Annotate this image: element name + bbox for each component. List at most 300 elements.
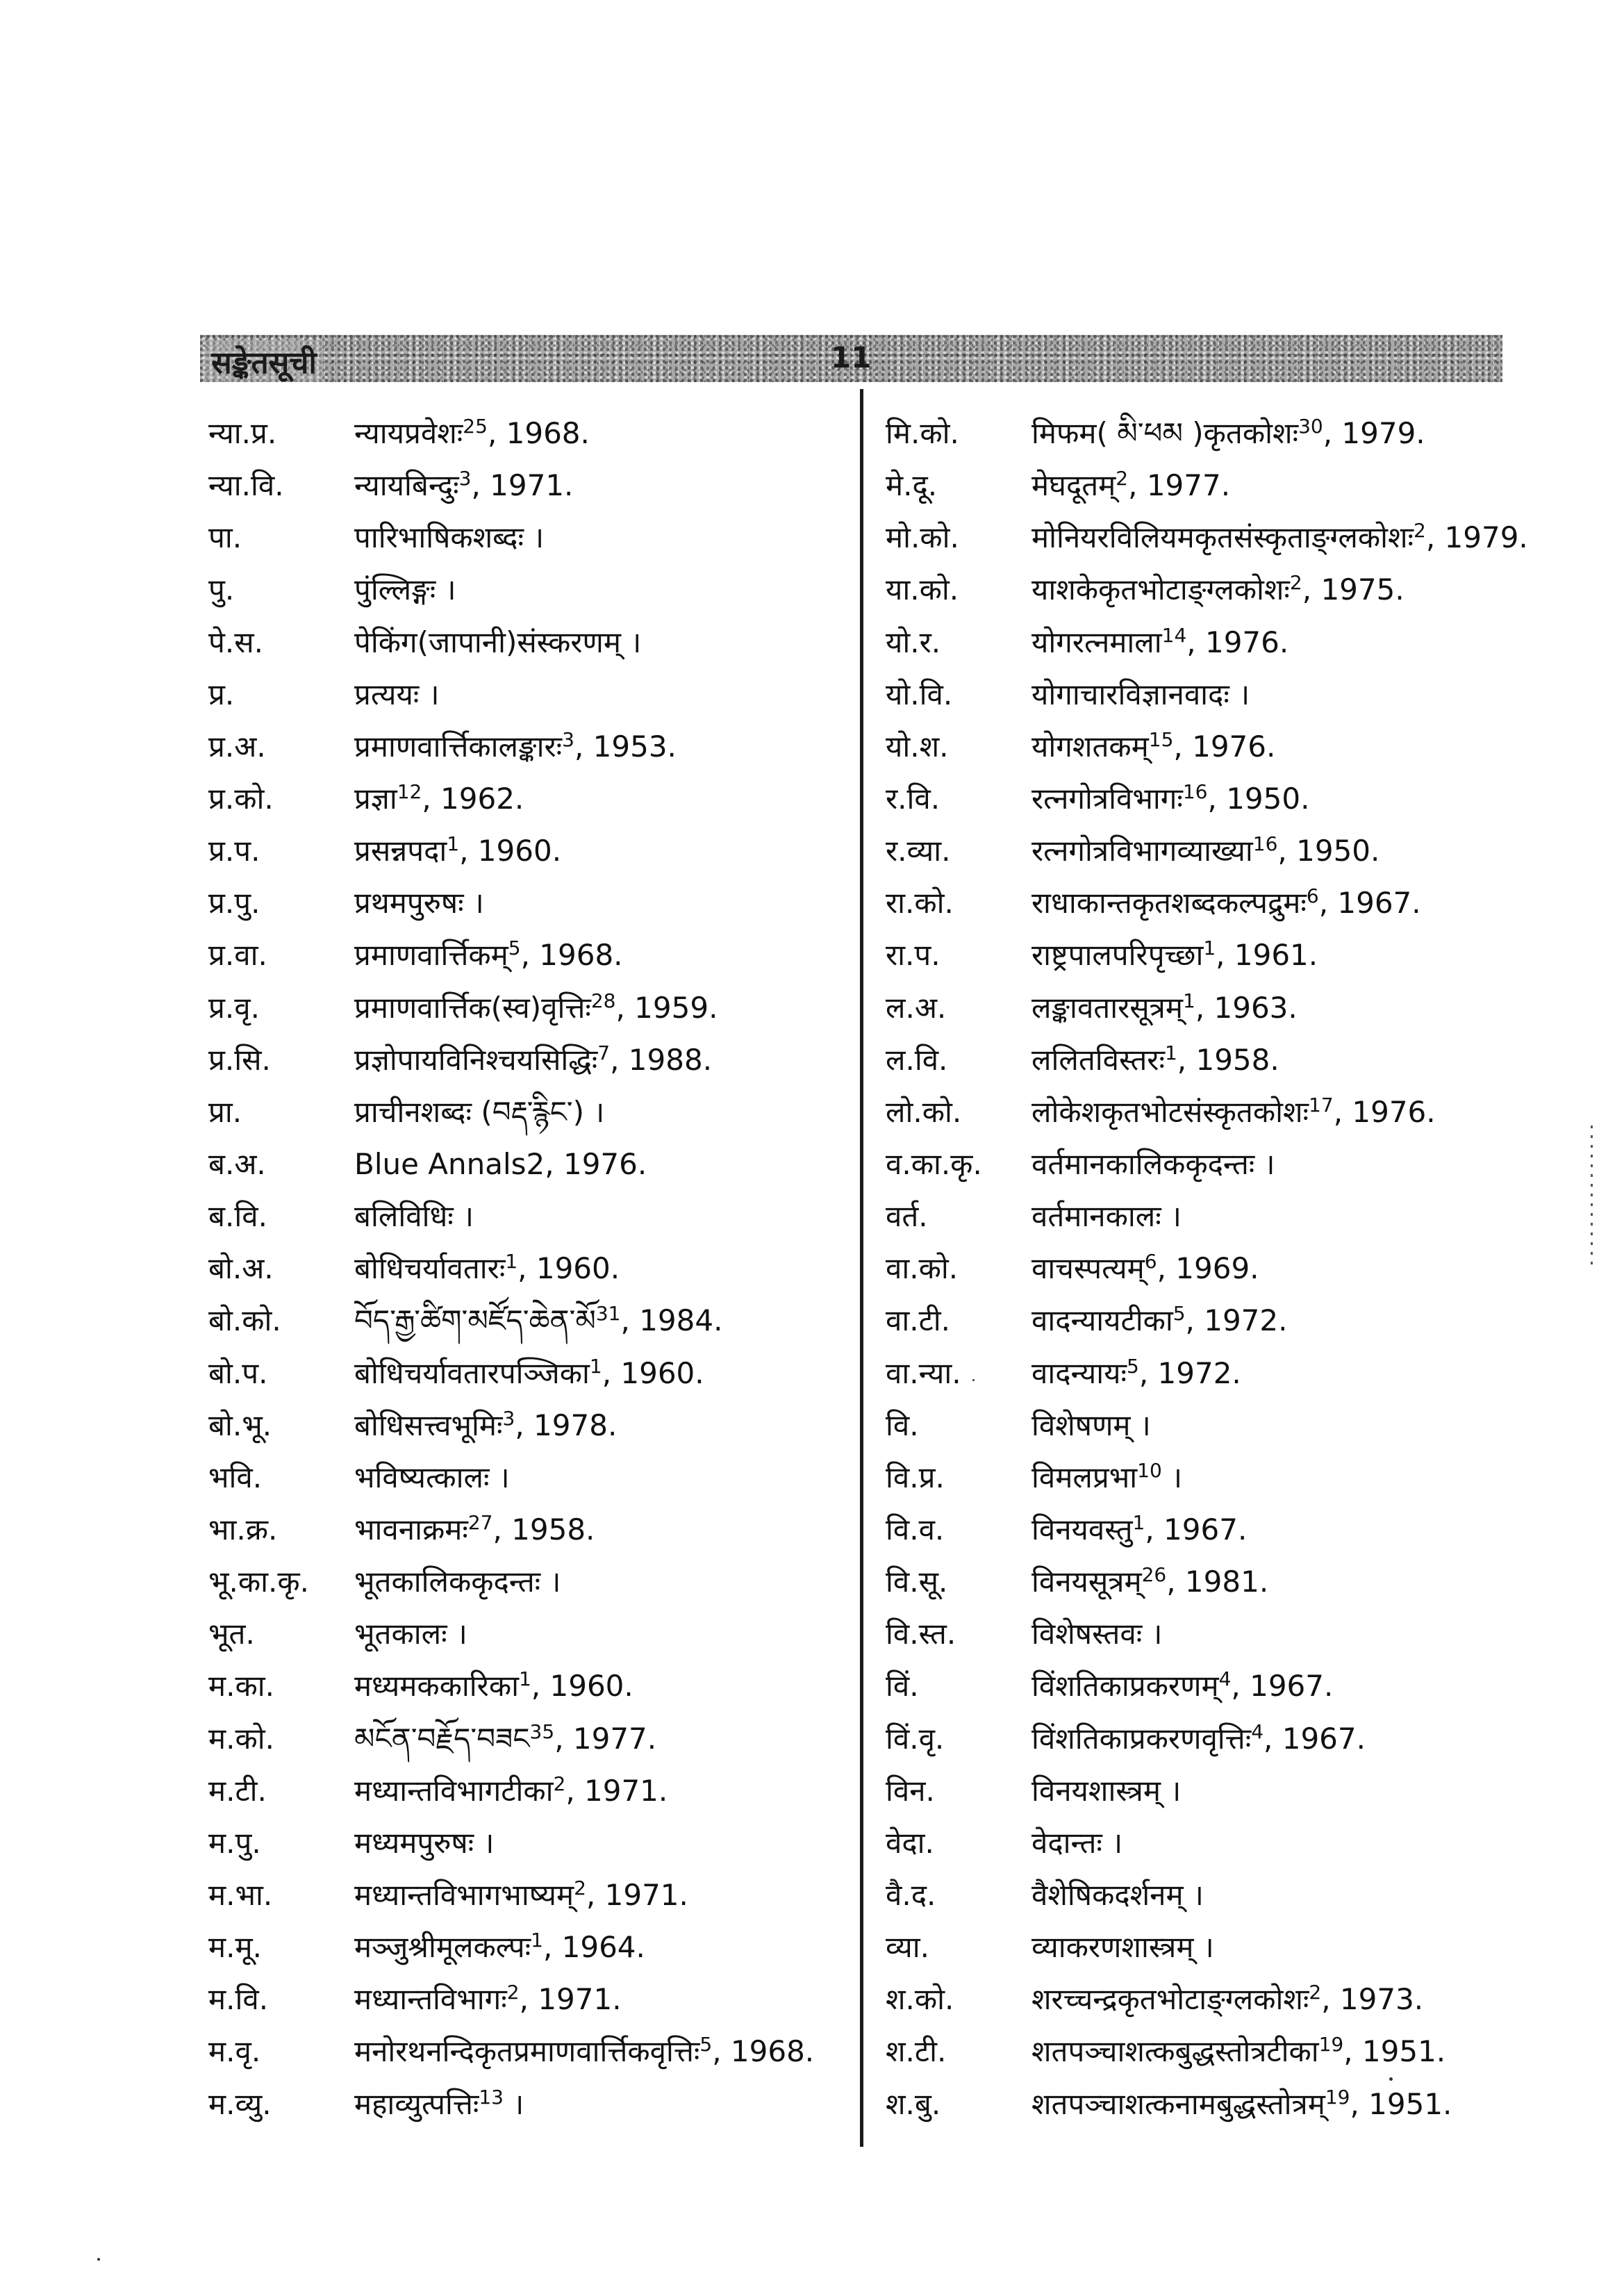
margin-dot-line (1591, 1126, 1593, 1264)
entry-superscript: 5 (699, 2033, 713, 2056)
entry-abbreviation: म.व्यु. (208, 2086, 272, 2121)
entry-text: न्यायप्रवेशः (354, 416, 463, 450)
entry-superscript: 1 (589, 1354, 602, 1378)
right-column-entry (886, 777, 1546, 821)
entry-expansion (354, 725, 844, 769)
left-column-entry (208, 2029, 844, 2074)
entry-abbreviation: वि.व. (886, 1512, 945, 1547)
left-column-entry (208, 620, 844, 665)
entry-abbreviation: म.का. (208, 1669, 274, 1704)
entry-text: योगाचारविज्ञानवादः । (1031, 677, 1250, 711)
entry-text: भूतकालिककृदन्तः । (354, 1565, 561, 1599)
entry-abbreviation: वा.को. (886, 1251, 959, 1286)
entry-superscript: 14 (1161, 623, 1187, 647)
entry-text: विमलप्रभा (1031, 1460, 1138, 1494)
entry-abbreviation: वेदा. (886, 1825, 934, 1860)
entry-superscript: 1 (531, 1929, 543, 1952)
entry-tail: , 1967. (1263, 1721, 1366, 1756)
entry-superscript: 16 (1182, 780, 1208, 803)
entry-tail: , 1971. (586, 1877, 688, 1912)
entry-abbreviation: म.वृ. (208, 2034, 261, 2069)
entry-text: रत्नगोत्रविभागव्याख्या (1031, 834, 1253, 868)
entry-text: बोधिचर्यावतारः (354, 1251, 506, 1286)
entry-expansion (1031, 1560, 1546, 1604)
entry-abbreviation: विं. (886, 1669, 919, 1704)
entry-expansion (354, 933, 844, 978)
entry-abbreviation: भू.का.कृ. (208, 1565, 309, 1599)
left-column-entry (208, 673, 844, 717)
entry-text: वेदान्तः । (1031, 1825, 1123, 1860)
entry-text: शरच्चन्द्रकृतभोटाङ्ग्लकोशः (1031, 1982, 1309, 2017)
left-column-entry (208, 568, 844, 612)
entry-abbreviation: प्र.पु. (208, 886, 260, 921)
entry-text: बलिविधिः । (354, 1199, 474, 1234)
left-column-entry (208, 1821, 844, 1865)
entry-expansion (354, 1717, 844, 1761)
entry-text: लङ्कावतारसूत्रम् (1031, 990, 1183, 1025)
right-column-entry (886, 463, 1546, 508)
right-column-entry (886, 673, 1546, 717)
left-column-entry (208, 2082, 844, 2127)
entry-tail: , 1976. (1173, 729, 1276, 764)
entry-expansion (1031, 829, 1546, 873)
right-column-entry (886, 1298, 1546, 1343)
entry-superscript: 5 (1127, 1354, 1139, 1378)
entry-text: वैशेषिकदर्शनम् । (1031, 1877, 1204, 1912)
entry-text: प्रत्ययः । (354, 677, 440, 711)
entry-abbreviation: वा.टी. (886, 1303, 950, 1338)
left-column-entry (208, 1977, 844, 2022)
entry-tail: , 1958. (492, 1512, 595, 1547)
entry-text: བོད་རྒྱ་ཚིག་མཛོད་ཆེན་མོ (354, 1303, 596, 1338)
entry-superscript: 6 (1306, 884, 1319, 908)
entry-tail: , 1964. (542, 1930, 645, 1965)
entry-expansion (354, 1456, 844, 1500)
entry-text: वर्तमानकालः । (1031, 1199, 1182, 1234)
entry-expansion (1031, 620, 1546, 665)
left-column-entry (208, 1351, 844, 1396)
entry-text: महाव्युत्पत्तिः (354, 2086, 479, 2121)
entry-text: मिफम( མི་ཕམ )कृतकोशः (1031, 416, 1299, 450)
entry-superscript: 35 (529, 1720, 555, 1743)
entry-text: रत्नगोत्रविभागः (1031, 781, 1183, 816)
entry-superscript: 26 (1141, 1563, 1167, 1587)
entry-tail: , 1959. (615, 990, 718, 1025)
scan-speck (972, 1379, 975, 1381)
entry-abbreviation: वा.न्या. (886, 1355, 961, 1390)
entry-superscript: 19 (1318, 2033, 1344, 2056)
right-column-entry (886, 516, 1546, 560)
entry-tail: , 1977. (1128, 468, 1231, 503)
entry-text: भविष्यत्कालः । (354, 1460, 510, 1494)
page-number: 11 (831, 340, 872, 374)
right-column-entry (886, 1456, 1546, 1500)
entry-tail: , 1971. (519, 1982, 622, 2017)
entry-abbreviation: श.बु. (886, 2086, 941, 2121)
entry-abbreviation: प्र.को. (208, 781, 274, 816)
entry-superscript: 15 (1148, 727, 1174, 751)
entry-text: भूतकालः । (354, 1617, 467, 1651)
entry-abbreviation: ब.वि. (208, 1199, 267, 1234)
left-column-entry (208, 986, 844, 1030)
right-column-entry (886, 1403, 1546, 1448)
entry-tail: , 1968. (712, 2034, 815, 2069)
entry-text: शतपञ्चाशत्कबुद्धस्तोत्रटीका (1031, 2034, 1319, 2069)
entry-abbreviation: व.का.कृ. (886, 1146, 982, 1181)
entry-tail: , 1977. (554, 1721, 657, 1756)
entry-superscript: 30 (1298, 415, 1323, 438)
entry-abbreviation: या.को. (886, 572, 959, 607)
entry-expansion (354, 1873, 844, 1918)
entry-abbreviation: न्या.वि. (208, 468, 284, 503)
entry-expansion (354, 1977, 844, 2022)
entry-abbreviation: म.टी. (208, 1773, 267, 1808)
entry-text: विंशतिकाप्रकरणम् (1031, 1669, 1219, 1704)
right-column-entry (886, 725, 1546, 769)
entry-text: Blue Annals2 (354, 1146, 545, 1181)
entry-text: प्रथमपुरुषः । (354, 886, 484, 921)
entry-expansion (1031, 1873, 1546, 1918)
entry-abbreviation: पु. (208, 572, 235, 607)
entry-abbreviation: श.टी. (886, 2034, 947, 2069)
entry-tail: । (503, 2086, 524, 2121)
entry-tail: , 1961. (1216, 938, 1318, 973)
entry-expansion (354, 2082, 844, 2127)
entry-superscript: 2 (1309, 1981, 1322, 2004)
entry-expansion (354, 1351, 844, 1396)
left-column-entry (208, 411, 844, 456)
entry-expansion (1031, 1821, 1546, 1865)
entry-abbreviation: भा.क्र. (208, 1512, 278, 1547)
entry-tail: । (1161, 1460, 1183, 1494)
entry-text: प्रज्ञा (354, 781, 397, 816)
entry-expansion (1031, 1246, 1546, 1291)
entry-abbreviation: म.भा. (208, 1877, 273, 1912)
entry-superscript: 2 (1414, 519, 1426, 543)
entry-expansion (1031, 1456, 1546, 1500)
entry-abbreviation: भवि. (208, 1460, 263, 1494)
entry-abbreviation: न्या.प्र. (208, 416, 277, 450)
entry-superscript: 25 (463, 415, 488, 438)
left-column-entry (208, 1456, 844, 1500)
entry-tail: , 1981. (1166, 1565, 1269, 1599)
entry-text: प्रसन्नपदा (354, 834, 447, 868)
entry-tail: , 1969. (1157, 1251, 1259, 1286)
right-column-entry (886, 411, 1546, 456)
entry-text: न्यायबिन्दुः (354, 468, 459, 503)
entry-expansion (354, 411, 844, 456)
entry-text: विनयसूत्रम् (1031, 1565, 1142, 1599)
entry-expansion (1031, 1508, 1546, 1552)
entry-text: वादन्यायटीका (1031, 1303, 1173, 1338)
entry-expansion (1031, 1038, 1546, 1082)
right-column-entry (886, 2029, 1546, 2074)
entry-expansion (1031, 1298, 1546, 1343)
entry-tail: , 1972. (1138, 1355, 1241, 1390)
entry-superscript: 4 (1251, 1720, 1264, 1743)
left-column-entry (208, 1090, 844, 1135)
right-column-entry (886, 1769, 1546, 1813)
entry-expansion (1031, 1090, 1546, 1135)
entry-tail: , 1984. (620, 1303, 723, 1338)
entry-expansion (1031, 1769, 1546, 1813)
entry-superscript: 3 (502, 1406, 515, 1430)
entry-abbreviation: मे.दू. (886, 468, 938, 503)
entry-text: भावनाक्रमः (354, 1512, 468, 1547)
left-column-entry (208, 933, 844, 978)
entry-expansion (1031, 881, 1546, 925)
right-column-entry (886, 1142, 1546, 1187)
section-title: सङ्केतसूची (206, 340, 322, 382)
entry-text: མངོན་བརྗོད་བཟང (354, 1721, 530, 1756)
entry-tail: , 1951. (1343, 2034, 1446, 2069)
entry-text: बोधिसत्त्वभूमिः (354, 1408, 503, 1442)
entry-text: मध्यमककारिका (354, 1669, 519, 1704)
entry-expansion (354, 1560, 844, 1604)
entry-expansion (354, 777, 844, 821)
entry-expansion (1031, 725, 1546, 769)
entry-tail: , 1979. (1425, 520, 1528, 555)
entry-expansion (354, 1142, 844, 1187)
entry-expansion (354, 829, 844, 873)
entry-text: विनयशास्त्रम् । (1031, 1773, 1182, 1808)
entry-abbreviation: प्र.सि. (208, 1042, 271, 1077)
entry-abbreviation: वर्त. (886, 1199, 928, 1234)
entry-expansion (1031, 568, 1546, 612)
entry-expansion (1031, 1664, 1546, 1708)
left-column-entry (208, 1925, 844, 1970)
entry-abbreviation: पा. (208, 520, 242, 555)
entry-expansion (354, 1090, 844, 1135)
entry-text: मेघदूतम् (1031, 468, 1116, 503)
right-column-entry (886, 881, 1546, 925)
entry-expansion (1031, 1194, 1546, 1239)
entry-text: मध्यान्तविभागः (354, 1982, 507, 2017)
left-column-entry (208, 1769, 844, 1813)
left-column-entry (208, 463, 844, 508)
entry-expansion (354, 1821, 844, 1865)
scan-speck (97, 2258, 100, 2261)
entry-tail: , 1950. (1277, 834, 1380, 868)
entry-abbreviation: मो.को. (886, 520, 959, 555)
right-column-entry (886, 933, 1546, 978)
entry-expansion (354, 1508, 844, 1552)
entry-expansion (1031, 1142, 1546, 1187)
entry-tail: , 1963. (1195, 990, 1298, 1025)
left-column-entry (208, 1873, 844, 1918)
right-column (886, 411, 1546, 2134)
entry-superscript: 5 (1173, 1302, 1186, 1326)
entry-superscript: 1 (505, 1250, 518, 1273)
entry-abbreviation: पे.स. (208, 625, 263, 659)
left-column-entry (208, 777, 844, 821)
entry-expansion (354, 516, 844, 560)
right-column-entry (886, 1612, 1546, 1656)
left-column-entry (208, 1717, 844, 1761)
entry-superscript: 1 (1203, 937, 1216, 960)
entry-expansion (1031, 1925, 1546, 1970)
left-column-entry (208, 1508, 844, 1552)
entry-superscript: 31 (595, 1302, 621, 1326)
right-column-entry (886, 1508, 1546, 1552)
entry-superscript: 1 (1164, 1041, 1177, 1064)
entry-text: शतपञ्चाशत्कनामबुद्धस्तोत्रम् (1031, 2086, 1325, 2121)
entry-abbreviation: मि.को. (886, 416, 959, 450)
entry-tail: , 1971. (565, 1773, 668, 1808)
entry-abbreviation: श.को. (886, 1982, 954, 2017)
entry-abbreviation: व्या. (886, 1930, 929, 1965)
entry-expansion (354, 1769, 844, 1813)
entry-abbreviation: ब.अ. (208, 1146, 266, 1181)
entry-text: वादन्यायः (1031, 1355, 1127, 1390)
entry-superscript: 1 (447, 832, 460, 856)
entry-superscript: 5 (508, 937, 521, 960)
entry-superscript: 10 (1137, 1458, 1162, 1482)
entry-tail: , 1953. (574, 729, 677, 764)
entry-tail: , 1973. (1321, 1982, 1424, 2017)
entry-abbreviation: बो.अ. (208, 1251, 274, 1286)
entry-superscript: 2 (553, 1772, 566, 1795)
entry-text: ललितविस्तरः (1031, 1042, 1165, 1077)
entry-text: मोनियरविलियमकृतसंस्कृताङ्ग्लकोशः (1031, 520, 1414, 555)
left-column-entry (208, 1664, 844, 1708)
entry-text: प्राचीनशब्दः (བརྡ་རྙིང་) । (354, 1094, 605, 1129)
entry-abbreviation: प्र.अ. (208, 729, 266, 764)
entry-tail: , 1968. (487, 416, 590, 450)
right-column-entry (886, 1351, 1546, 1396)
right-column-entry (886, 1664, 1546, 1708)
entry-expansion (1031, 673, 1546, 717)
entry-tail: , 1972. (1185, 1303, 1288, 1338)
entry-text: विंशतिकाप्रकरणवृत्तिः (1031, 1721, 1252, 1756)
entry-abbreviation: यो.श. (886, 729, 949, 764)
entry-abbreviation: यो.र. (886, 625, 941, 659)
entry-abbreviation: प्र.वा. (208, 938, 267, 973)
entry-text: राष्ट्रपालपरिपृच्छा (1031, 938, 1204, 973)
entry-superscript: 2 (574, 1876, 586, 1899)
entry-text: योगरत्नमाला (1031, 625, 1162, 659)
entry-text: वाचस्पत्यम् (1031, 1251, 1145, 1286)
entry-expansion (354, 1246, 844, 1291)
entry-tail: , 1962. (422, 781, 524, 816)
entry-tail: , 1951. (1350, 2086, 1452, 2121)
right-column-entry (886, 1873, 1546, 1918)
entry-superscript: 13 (479, 2085, 504, 2109)
entry-tail: , 1988. (610, 1042, 713, 1077)
section-header-band (200, 335, 1502, 382)
entry-expansion (354, 568, 844, 612)
entry-expansion (354, 1194, 844, 1239)
entry-superscript: 2 (1289, 571, 1302, 595)
entry-expansion (354, 986, 844, 1030)
right-column-entry (886, 1246, 1546, 1291)
entry-expansion (354, 1612, 844, 1656)
entry-expansion (354, 1664, 844, 1708)
entry-abbreviation: ल.वि. (886, 1042, 948, 1077)
entry-abbreviation: प्र.प. (208, 834, 260, 868)
entry-abbreviation: प्र.वृ. (208, 990, 260, 1025)
entry-abbreviation: र.वि. (886, 781, 941, 816)
entry-superscript: 2 (506, 1981, 520, 2004)
right-column-entry (886, 1925, 1546, 1970)
entry-abbreviation: लो.को. (886, 1094, 962, 1129)
entry-text: बोधिचर्यावतारपञ्जिका (354, 1355, 590, 1390)
left-column-entry (208, 829, 844, 873)
entry-abbreviation: वि. (886, 1408, 919, 1442)
entry-text: विशेषणम् । (1031, 1408, 1151, 1442)
entry-superscript: 27 (467, 1510, 493, 1534)
entry-expansion (1031, 1977, 1546, 2022)
entry-superscript: 1 (1182, 989, 1195, 1012)
left-column-entry (208, 881, 844, 925)
entry-text: मञ्जुश्रीमूलकल्पः (354, 1930, 531, 1965)
entry-expansion (354, 2029, 844, 2074)
entry-expansion (1031, 1351, 1546, 1396)
right-column-entry (886, 1821, 1546, 1865)
entry-tail: , 1967. (1318, 886, 1421, 921)
entry-superscript: 12 (397, 780, 422, 803)
entry-expansion (354, 1925, 844, 1970)
entry-expansion (1031, 777, 1546, 821)
entry-superscript: 6 (1144, 1250, 1157, 1273)
entry-superscript: 17 (1309, 1093, 1334, 1116)
left-column-entry (208, 1298, 844, 1343)
entry-expansion (1031, 1612, 1546, 1656)
entry-tail: , 1967. (1145, 1512, 1248, 1547)
entry-abbreviation: विं.वृ. (886, 1721, 945, 1756)
entry-abbreviation: म.वि. (208, 1982, 269, 2017)
right-column-entry (886, 986, 1546, 1030)
entry-abbreviation: रा.प. (886, 938, 941, 973)
entry-expansion (1031, 463, 1546, 508)
left-column-entry (208, 1038, 844, 1082)
entry-abbreviation: बो.भू. (208, 1408, 272, 1442)
entry-text: व्याकरणशास्त्रम् । (1031, 1930, 1214, 1965)
entry-superscript: 16 (1252, 832, 1278, 856)
column-divider (860, 389, 863, 2147)
right-column-entry (886, 620, 1546, 665)
left-column (208, 411, 844, 2134)
left-column-entry (208, 1612, 844, 1656)
left-column-entry (208, 1403, 844, 1448)
entry-tail: , 1971. (471, 468, 574, 503)
left-column-entry (208, 1142, 844, 1187)
entry-tail: , 1960. (531, 1669, 633, 1704)
entry-tail: , 1976. (545, 1146, 647, 1181)
entry-expansion (1031, 2082, 1546, 2127)
entry-superscript: 28 (590, 989, 616, 1012)
entry-abbreviation: प्रा. (208, 1094, 242, 1129)
entry-text: पेकिंग(जापानी)संस्करणम् । (354, 625, 642, 659)
entry-expansion (1031, 1403, 1546, 1448)
entry-abbreviation: बो.प. (208, 1355, 268, 1390)
entry-text: विशेषस्तवः । (1031, 1617, 1163, 1651)
entry-superscript: 7 (597, 1041, 611, 1064)
left-column-entry (208, 1194, 844, 1239)
entry-expansion (354, 881, 844, 925)
entry-expansion (354, 1038, 844, 1082)
entry-tail: , 1967. (1231, 1669, 1334, 1704)
entry-expansion (354, 1298, 844, 1343)
entry-tail: , 1978. (515, 1408, 618, 1442)
entry-superscript: 1 (518, 1667, 531, 1691)
entry-expansion (1031, 986, 1546, 1030)
left-column-entry (208, 725, 844, 769)
entry-tail: , 1979. (1323, 416, 1425, 450)
left-column-entry (208, 1560, 844, 1604)
entry-abbreviation: बो.को. (208, 1303, 281, 1338)
entry-expansion (1031, 1717, 1546, 1761)
